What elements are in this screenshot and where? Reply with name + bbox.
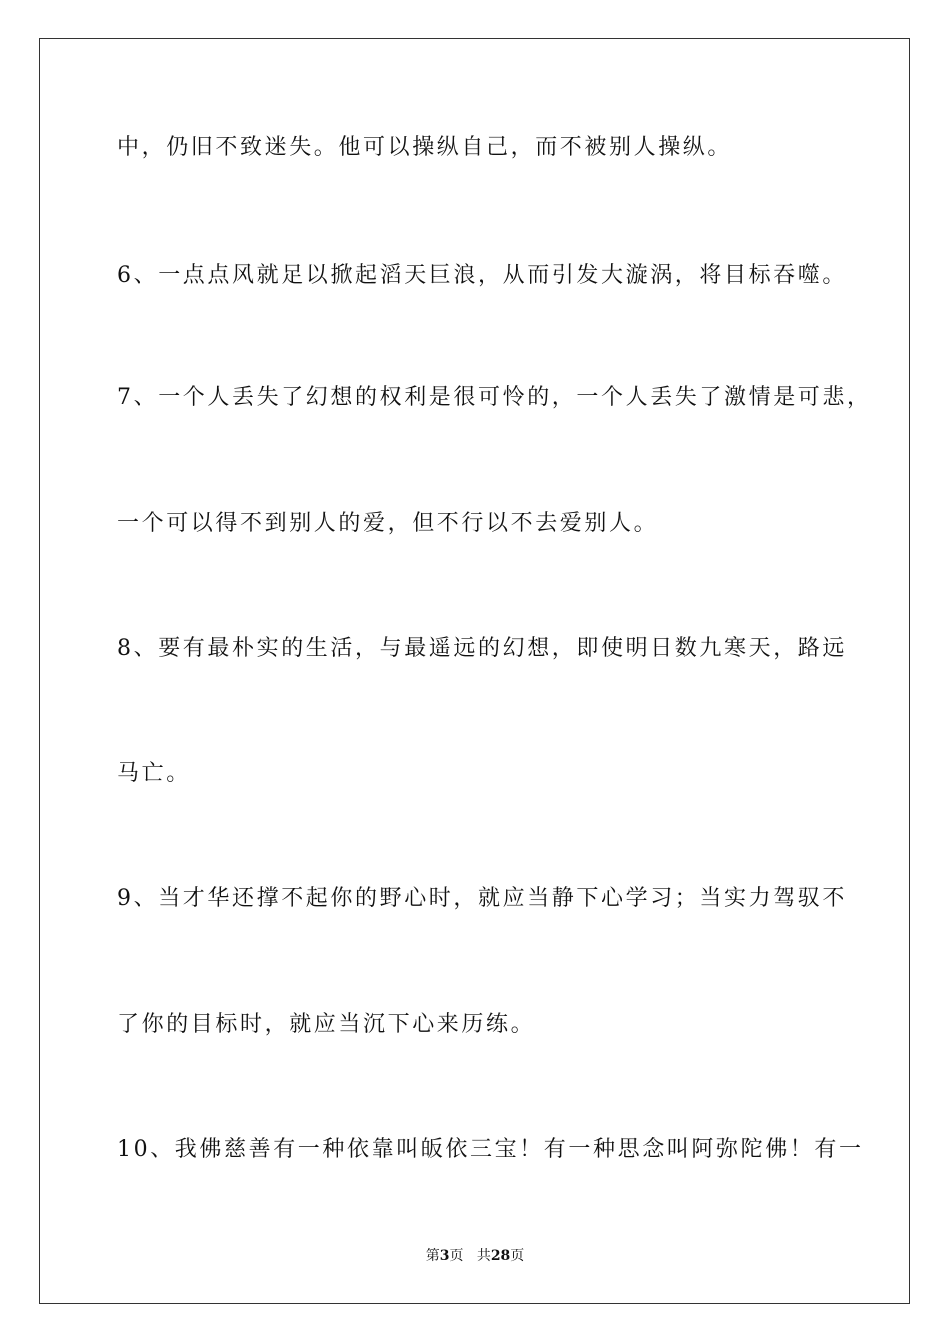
page-suffix: 页 <box>449 1248 464 1264</box>
page-border <box>39 38 910 1304</box>
total-prefix: 共 <box>476 1248 491 1264</box>
text-line-6: 马亡。 <box>117 761 191 786</box>
total-suffix: 页 <box>510 1248 525 1264</box>
page-footer <box>0 1247 950 1265</box>
text-line-5: 8、要有最朴实的生活，与最遥远的幻想，即使明日数九寒天，路远 <box>117 636 847 661</box>
text-line-7: 9、当才华还撑不起你的野心时，就应当静下心学习；当实力驾驭不 <box>117 886 847 911</box>
text-line-1: 中，仍旧不致迷失。他可以操纵自己，而不被别人操纵。 <box>117 135 733 160</box>
page-number: 3 <box>439 1248 450 1264</box>
text-line-3: 7、一个人丢失了幻想的权利是很可怜的，一个人丢失了激情是可悲， <box>117 385 872 410</box>
total-pages: 28 <box>490 1248 511 1264</box>
text-line-9: 10、我佛慈善有一种依靠叫皈依三宝！有一种思念叫阿弥陀佛！有一 <box>117 1137 864 1162</box>
text-line-8: 了你的目标时，就应当沉下心来历练。 <box>117 1012 536 1037</box>
text-line-2: 6、一点点风就足以掀起滔天巨浪，从而引发大漩涡，将目标吞噬。 <box>117 263 847 288</box>
text-line-4: 一个可以得不到别人的爱，但不行以不去爱别人。 <box>117 511 659 536</box>
page-prefix: 第 <box>425 1248 440 1264</box>
